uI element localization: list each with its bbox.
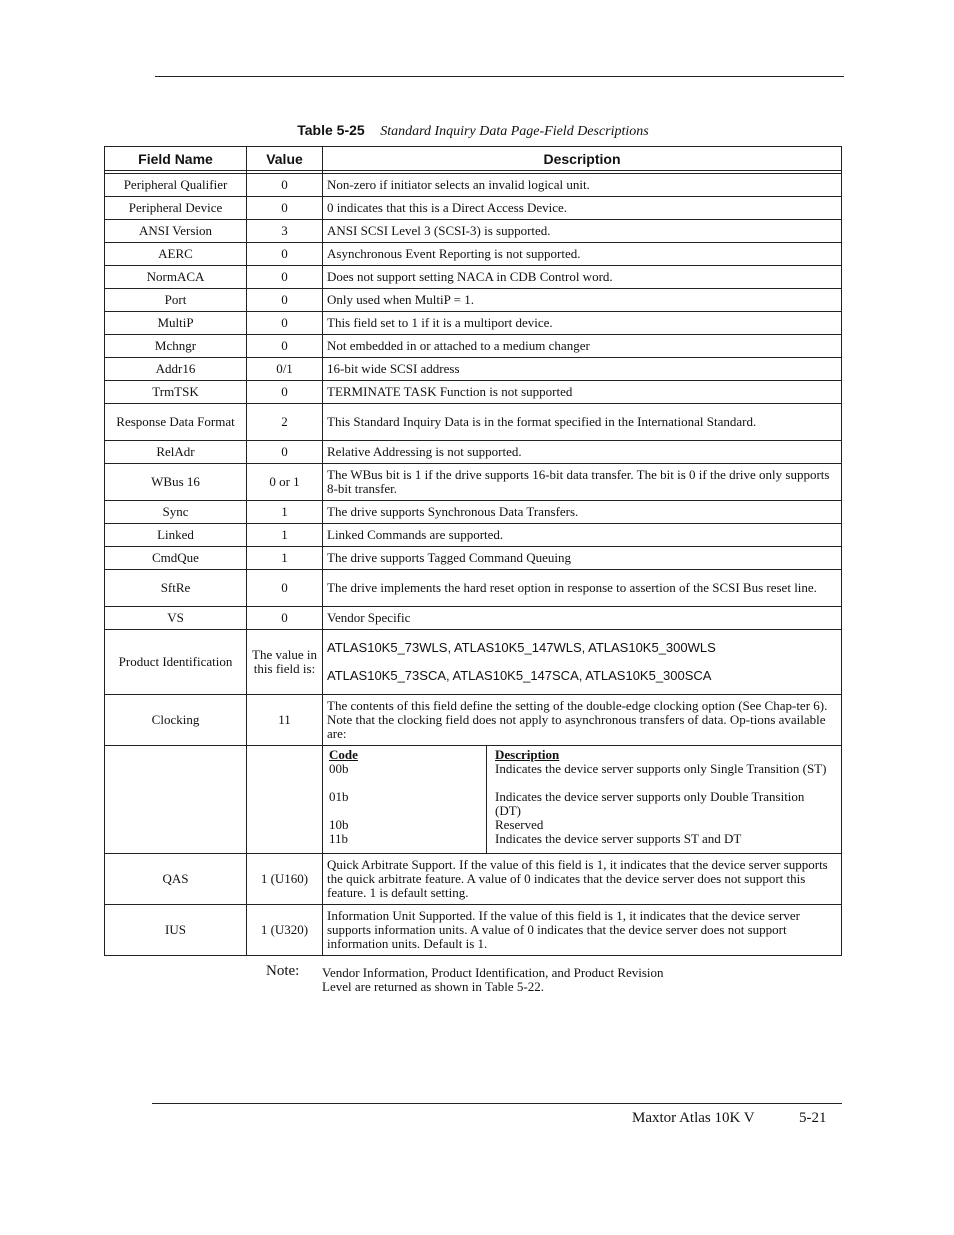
code-description: Indicates the device server supports ST and DT [495,831,742,846]
table-number: Table 5-25 [297,122,365,138]
field-value: 11 [247,695,323,746]
table-row [105,289,842,312]
field-value: 0 [247,441,323,464]
field-name: IUS [105,905,247,956]
field-value: 1 (U320) [247,905,323,956]
field-name: Port [105,289,247,312]
field-description: Only used when MultiP = 1. [323,289,842,312]
code-description-header: Description [495,747,560,762]
field-name: CmdQue [105,547,247,570]
field-description: Non-zero if initiator selects an invalid logical unit. [323,174,842,197]
table-row [105,381,842,404]
table-row [105,266,842,289]
field-description: The drive supports Synchronous Data Transfers. [323,501,842,524]
table-row [105,312,842,335]
field-value: The value in this field is: [247,630,323,695]
code-description: Reserved [495,817,544,832]
field-description: Vendor Specific [323,607,842,630]
field-description: Does not support setting NACA in CDB Control word. [323,266,842,289]
table-row [105,905,842,956]
inquiry-data-table [104,146,842,956]
code-item: 00b [329,761,349,776]
field-value: 1 [247,547,323,570]
field-value: 0 [247,381,323,404]
clocking-row [105,695,842,746]
field-description: Relative Addressing is not supported. [323,441,842,464]
table-row [105,174,842,197]
field-value: 0 [247,289,323,312]
field-name: NormACA [105,266,247,289]
footer-title: Maxtor Atlas 10K V [632,1110,755,1126]
field-description: The drive supports Tagged Command Queuing [323,547,842,570]
product-id-line-1: ATLAS10K5_73WLS, ATLAS10K5_147WLS, ATLAS10K5_300WLS [327,640,716,655]
field-value: 0 [247,243,323,266]
field-value: 0/1 [247,358,323,381]
field-name: QAS [105,854,247,905]
clocking-codes-table [323,746,841,853]
field-name: Peripheral Device [105,197,247,220]
field-description: The drive implements the hard reset option in response to assertion of the SCSI Bus reset line. [323,570,842,607]
field-name: Product Identification [105,630,247,695]
field-name: ANSI Version [105,220,247,243]
table-title: Standard Inquiry Data Page-Field Descriptions [380,124,649,139]
table-header-row [105,147,842,171]
field-description: Information Unit Supported. If the value of this field is 1, it indicates that the device server supports information units. A value of 0 indicates that the device server does not support information units. Default is 1. [323,905,842,956]
field-value: 0 [247,197,323,220]
field-value: 0 or 1 [247,464,323,501]
note-text: Vendor Information, Product Identification, and Product Revision Level are returned as shown in Table 5-22. [322,965,664,994]
field-description [323,630,842,695]
field-description: Quick Arbitrate Support. If the value of this field is 1, it indicates that the device server supports the quick arbitrate feature. A value of 0 indicates that the device server does not support this feature. 1 is default setting. [323,854,842,905]
codes-column [323,746,487,853]
field-name: VS [105,607,247,630]
product-id-line-2: ATLAS10K5_73SCA, ATLAS10K5_147SCA, ATLAS10K5_300SCA [327,668,712,683]
field-name: Response Data Format [105,404,247,441]
field-value: 0 [247,607,323,630]
field-description: Asynchronous Event Reporting is not supported. [323,243,842,266]
field-name: Linked [105,524,247,547]
field-name: Clocking [105,695,247,746]
code-descriptions-column [487,746,842,853]
table-row [105,220,842,243]
code-item: 11b [329,831,349,846]
field-name: WBus 16 [105,464,247,501]
code-header: Code [329,747,358,762]
field-description: ANSI SCSI Level 3 (SCSI-3) is supported. [323,220,842,243]
table-row [105,464,842,501]
field-value: 3 [247,220,323,243]
table-row [105,854,842,905]
code-description: Indicates the device server supports only Single Transition (ST) [495,761,827,776]
header-value: Value [247,147,323,171]
code-description: Indicates the device server supports only Double Transition (DT) [495,789,805,818]
table-row [105,358,842,381]
field-value: 1 [247,524,323,547]
table-row [105,404,842,441]
field-name: MultiP [105,312,247,335]
field-value: 2 [247,404,323,441]
clocking-codes-row [105,746,842,854]
field-name: SftRe [105,570,247,607]
header-rule [155,76,844,77]
field-value: 0 [247,335,323,358]
code-item: 10b [329,817,349,832]
table-row [105,570,842,607]
field-name: Mchngr [105,335,247,358]
table-row [105,547,842,570]
field-name: Peripheral Qualifier [105,174,247,197]
header-field-name: Field Name [105,147,247,171]
field-value: 0 [247,570,323,607]
table-row [105,501,842,524]
code-item: 01b [329,789,349,804]
field-value: 0 [247,266,323,289]
page-number: 5-21 [799,1110,827,1126]
codes-cell [323,746,842,854]
field-value: 0 [247,174,323,197]
field-description: The contents of this field define the setting of the double-edge clocking option (See Chap-ter 6). Note that the clocking field does not apply to asynchronous transfers of data. Op-tions available are: [323,695,842,746]
product-identification-row [105,630,842,695]
table-row [105,335,842,358]
field-description: 0 indicates that this is a Direct Access Device. [323,197,842,220]
note-label: Note: [266,963,300,979]
field-description: The WBus bit is 1 if the drive supports 16-bit data transfer. The bit is 0 if the drive only supports 8-bit transfer. [323,464,842,501]
field-name: Addr16 [105,358,247,381]
field-description: 16-bit wide SCSI address [323,358,842,381]
field-name: RelAdr [105,441,247,464]
field-value: 1 (U160) [247,854,323,905]
field-name: TrmTSK [105,381,247,404]
field-description: This Standard Inquiry Data is in the format specified in the International Standard. [323,404,842,441]
header-description: Description [323,147,842,171]
table-row [105,243,842,266]
field-name: AERC [105,243,247,266]
table-row [105,524,842,547]
field-description: This field set to 1 if it is a multiport device. [323,312,842,335]
table-row [105,197,842,220]
footer-rule [152,1103,842,1104]
field-value: 0 [247,312,323,335]
empty-cell [105,746,247,854]
field-name: Sync [105,501,247,524]
empty-cell [247,746,323,854]
field-description: TERMINATE TASK Function is not supported [323,381,842,404]
field-value: 1 [247,501,323,524]
field-description: Linked Commands are supported. [323,524,842,547]
table-caption [104,122,842,140]
table-row [105,441,842,464]
table-row [105,607,842,630]
field-description: Not embedded in or attached to a medium changer [323,335,842,358]
